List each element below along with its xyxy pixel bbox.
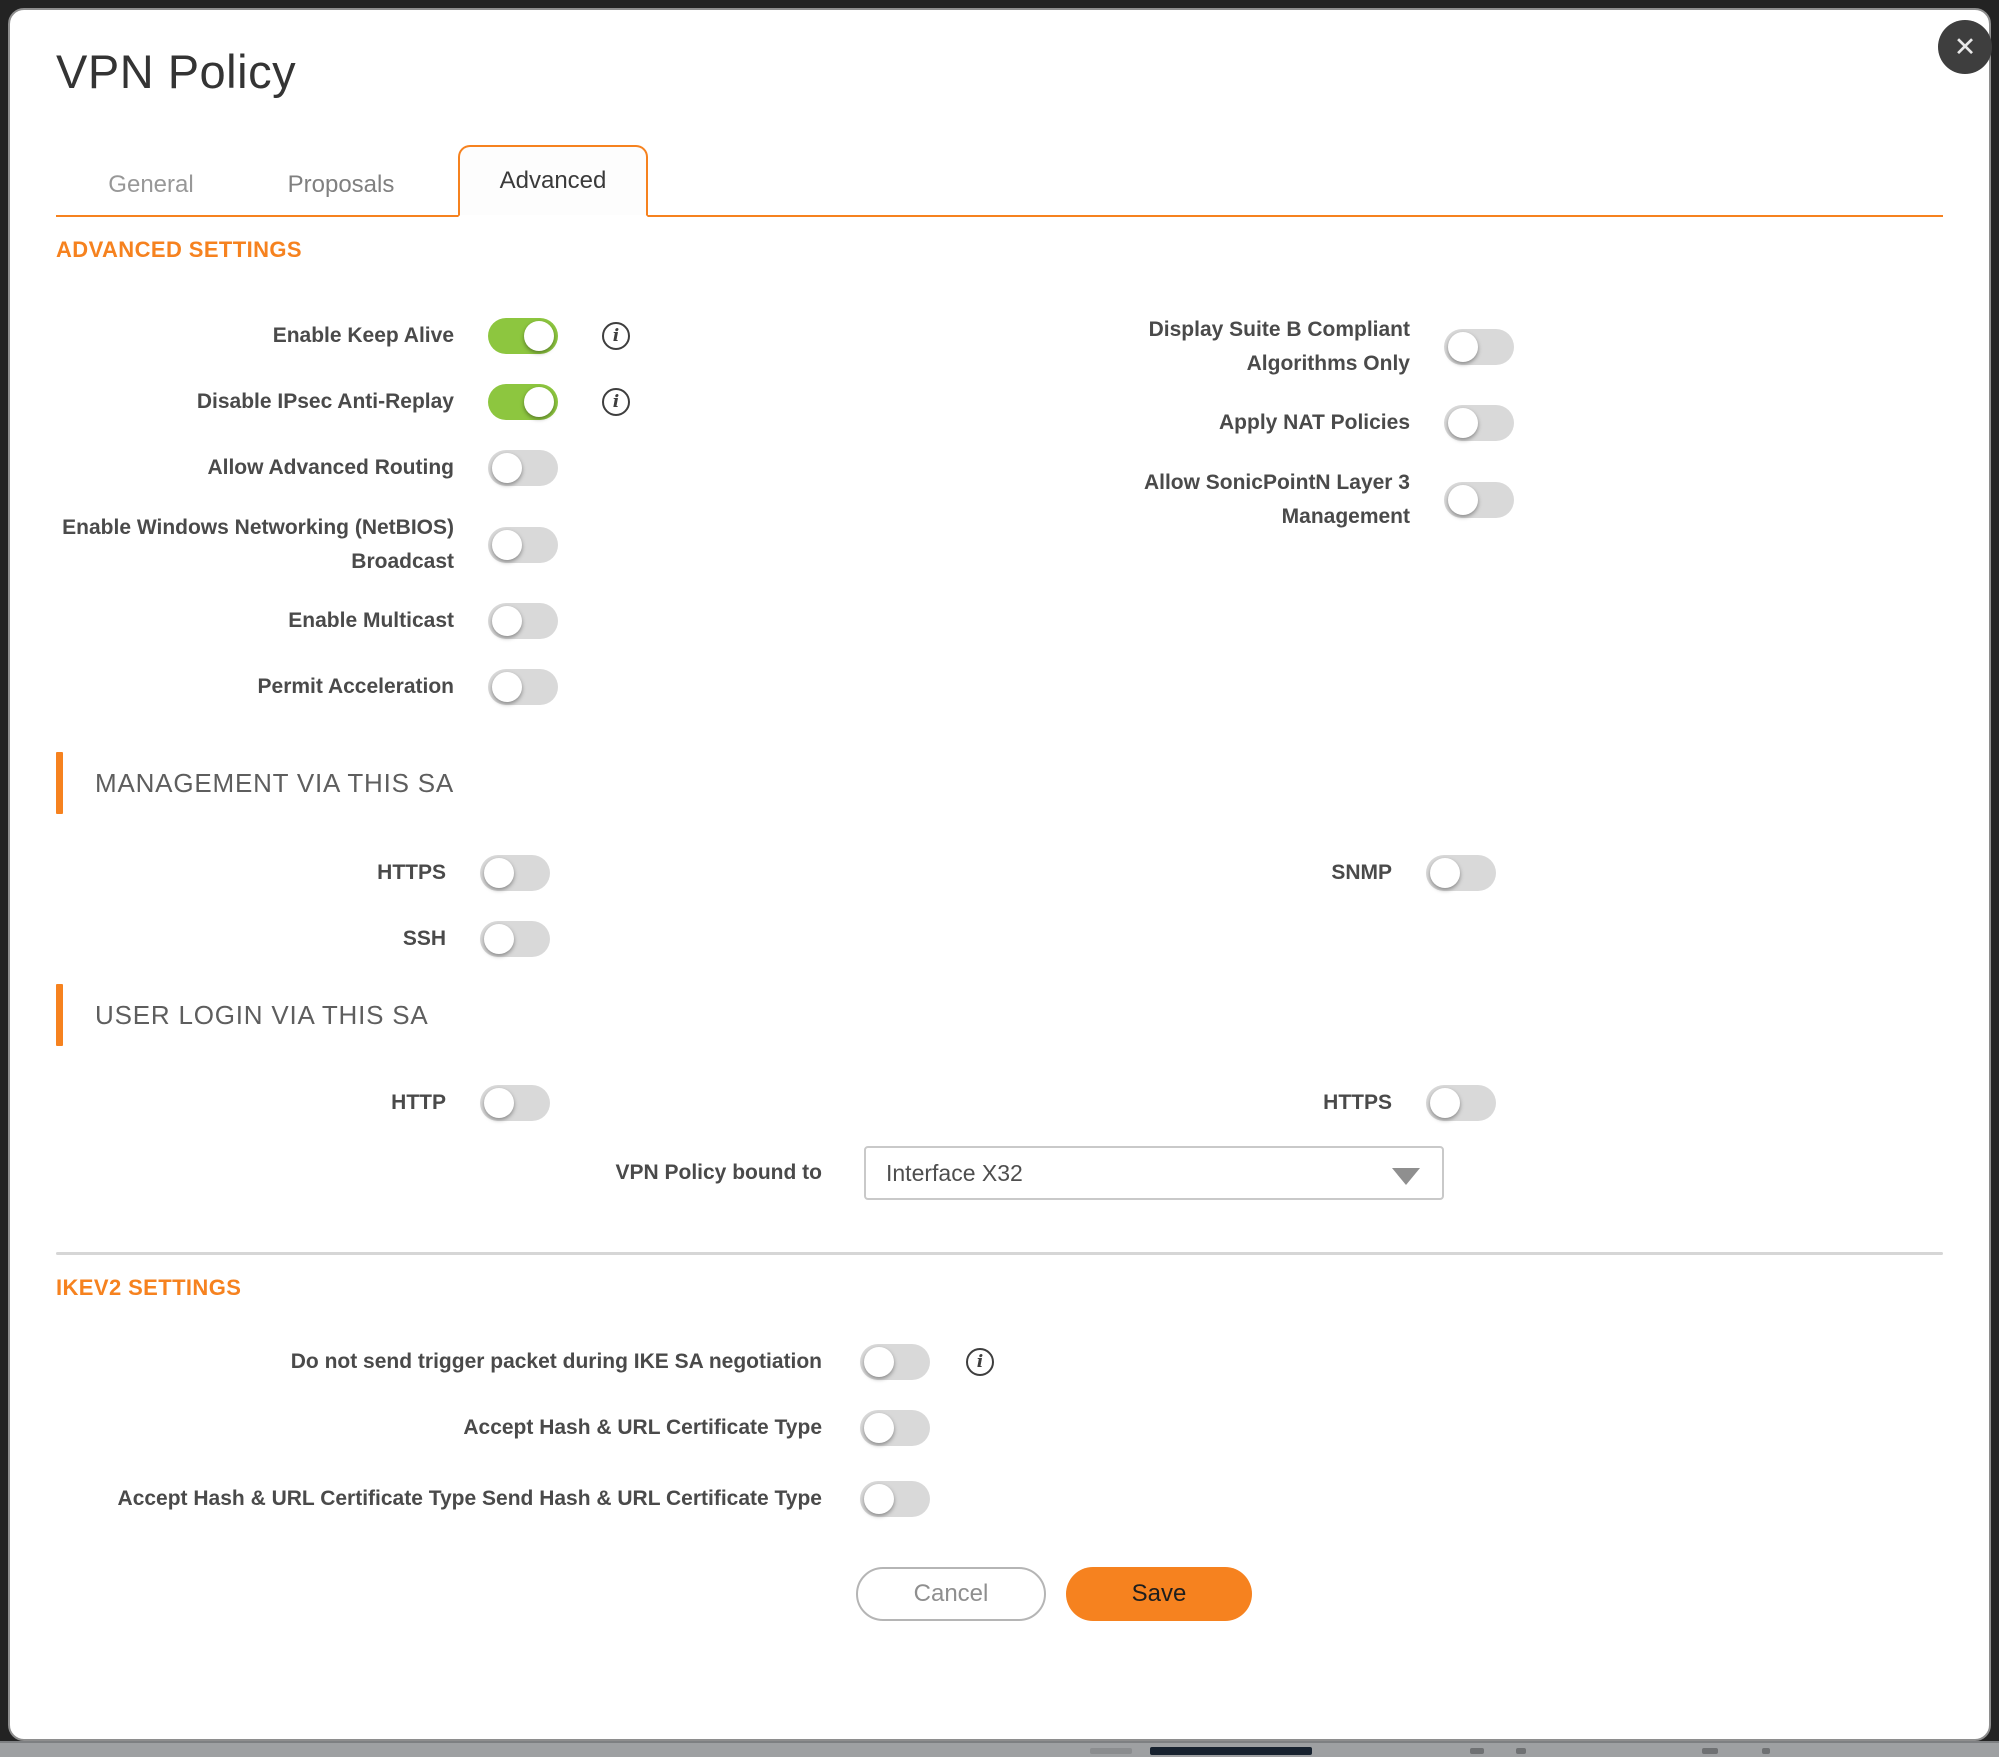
vpn-policy-bound-row (56, 1146, 1943, 1200)
toggle-allow-advanced-routing[interactable] (488, 450, 558, 486)
advanced-right-column (906, 313, 1943, 730)
toggle-row (56, 916, 1943, 962)
background-fragment (1702, 1748, 1718, 1754)
chevron-down-icon (1392, 1168, 1420, 1185)
toggle-label: Do not send trigger packet during IKE SA negotiation (290, 1350, 822, 1374)
toggle-label: HTTPS (1323, 1091, 1392, 1115)
section-accent-bar (56, 984, 63, 1046)
toggle-do-not-send-trigger-packet[interactable] (860, 1344, 930, 1380)
close-button[interactable] (1938, 20, 1992, 74)
advanced-settings-columns (56, 313, 1943, 730)
toggle-label: HTTP (391, 1091, 446, 1115)
toggle-row (56, 1339, 1943, 1385)
info-icon[interactable]: i (602, 388, 630, 416)
toggle-row (56, 1467, 1943, 1531)
background-fragment (1516, 1748, 1526, 1754)
vpn-policy-bound-select[interactable] (864, 1146, 1444, 1200)
background-fragment (1150, 1747, 1312, 1755)
user-login-via-sa-heading: USER LOGIN VIA THIS SA (56, 984, 1943, 1046)
toggle-row (56, 598, 906, 644)
toggle-accept-hash-url-certificate-type[interactable] (860, 1410, 930, 1446)
vpn-policy-dialog (8, 8, 1991, 1741)
toggle-row (906, 400, 1943, 446)
user-login-rows (56, 1080, 1943, 1200)
toggle-row (56, 850, 1943, 896)
info-icon[interactable]: i (966, 1348, 994, 1376)
toggle-apply-nat-policies[interactable] (1444, 405, 1514, 441)
toggle-label: SNMP (1331, 861, 1392, 885)
advanced-settings-heading: ADVANCED SETTINGS (56, 237, 302, 262)
toggle-management-ssh[interactable] (480, 921, 550, 957)
toggle-row (906, 313, 1943, 380)
toggle-row (56, 445, 906, 491)
background-fragment (1090, 1748, 1132, 1754)
tab-general[interactable]: General (108, 171, 194, 198)
toggle-row (56, 664, 906, 710)
toggle-enable-windows-networking-netbios-broadcast[interactable] (488, 527, 558, 563)
toggle-row (56, 1405, 1943, 1451)
background-fragment (1470, 1748, 1484, 1754)
background-page-strip (0, 1741, 1999, 1757)
toggle-label: Display Suite B Compliant Algorithms Only (1148, 318, 1410, 375)
toggle-permit-acceleration[interactable] (488, 669, 558, 705)
background-fragment (1762, 1748, 1770, 1754)
footer-actions (856, 1567, 1943, 1621)
section-divider (56, 1252, 1943, 1255)
toggle-user-login-http[interactable] (480, 1085, 550, 1121)
select-value: Interface X32 (886, 1159, 1023, 1186)
vpn-policy-bound-label: VPN Policy bound to (615, 1161, 822, 1185)
toggle-user-login-https[interactable] (1426, 1085, 1496, 1121)
toggle-label: Permit Acceleration (257, 675, 454, 699)
dialog-title: VPN Policy (56, 45, 297, 98)
toggle-management-https[interactable] (480, 855, 550, 891)
toggle-row (56, 313, 906, 359)
toggle-management-snmp[interactable] (1426, 855, 1496, 891)
management-rows (56, 850, 1943, 962)
toggle-disable-ipsec-anti-replay[interactable] (488, 384, 558, 420)
toggle-row (56, 1080, 1943, 1126)
toggle-label: Accept Hash & URL Certificate Type (463, 1416, 822, 1440)
cancel-button[interactable]: Cancel (856, 1567, 1046, 1621)
toggle-label: Enable Windows Networking (NetBIOS) Broadcast (62, 516, 454, 573)
tab-proposals[interactable]: Proposals (287, 171, 395, 198)
toggle-label: Allow SonicPointN Layer 3 Management (1143, 471, 1410, 528)
toggle-row (56, 511, 906, 578)
tab-bar (56, 143, 1943, 217)
toggle-accept-send-hash-url-certificate-type[interactable] (860, 1481, 930, 1517)
toggle-label: Accept Hash & URL Certificate Type Send Hash & URL Certificate Type (117, 1487, 822, 1511)
management-via-sa-heading: MANAGEMENT VIA THIS SA (56, 752, 1943, 814)
toggle-label: Enable Keep Alive (272, 324, 454, 348)
toggle-label: Disable IPsec Anti-Replay (196, 390, 454, 414)
toggle-label: Allow Advanced Routing (207, 456, 454, 480)
toggle-allow-sonicpointn-layer-3-management[interactable] (1444, 482, 1514, 518)
toggle-row (56, 379, 906, 425)
toggle-label: Apply NAT Policies (1219, 411, 1410, 435)
toggle-display-suite-b-compliant-algorithms-only[interactable] (1444, 329, 1514, 365)
toggle-row (906, 466, 1943, 533)
save-button[interactable]: Save (1066, 1567, 1252, 1621)
toggle-label: Enable Multicast (288, 609, 454, 633)
tab-advanced[interactable]: Advanced (458, 145, 648, 217)
toggle-enable-keep-alive[interactable] (488, 318, 558, 354)
toggle-label: HTTPS (377, 861, 446, 885)
close-icon: ✕ (1953, 31, 1977, 62)
info-icon[interactable]: i (602, 322, 630, 350)
ikev2-settings-heading: IKEV2 SETTINGS (56, 1275, 242, 1301)
advanced-left-column (56, 313, 906, 730)
ikev2-rows (56, 1339, 1943, 1531)
section-accent-bar (56, 752, 63, 814)
toggle-label: SSH (402, 927, 446, 951)
toggle-enable-multicast[interactable] (488, 603, 558, 639)
